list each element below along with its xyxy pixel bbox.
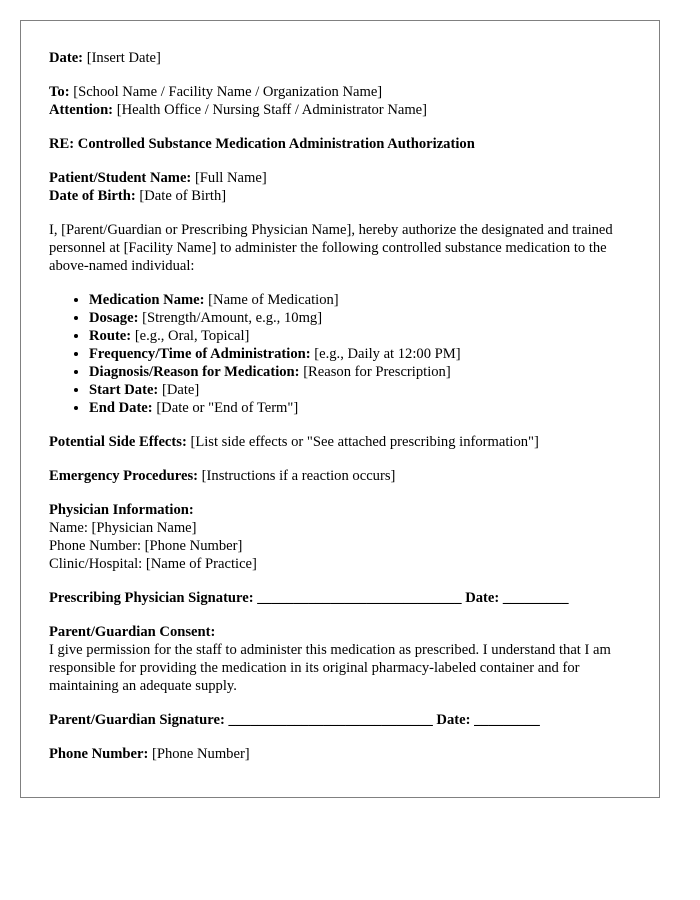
list-item: [89, 381, 649, 399]
side-effects-value: [List side effects or "See attached prescribing information"]: [190, 434, 539, 450]
start-date-value: [Date]: [161, 382, 200, 398]
medication-name-value: [Name of Medication]: [208, 292, 339, 308]
subject-text: RE: Controlled Substance Medication Administration Authorization: [49, 136, 475, 152]
letter-body: [49, 49, 649, 779]
physician-name-line: Name: [Physician Name]: [49, 520, 197, 536]
patient-block: [49, 169, 649, 205]
list-item: [89, 363, 649, 381]
to-label: To:: [49, 84, 70, 100]
consent-block: [49, 623, 649, 695]
list-item: [89, 291, 649, 309]
patient-name-line: [49, 169, 649, 187]
date-line: [49, 49, 649, 67]
physician-phone-line: Phone Number: [Phone Number]: [49, 538, 243, 554]
patient-name-label: Patient/Student Name:: [49, 170, 192, 186]
physician-signature-line: [49, 589, 649, 607]
guardian-signature-line: [49, 711, 649, 729]
authorization-paragraph: I, [Parent/Guardian or Prescribing Physician Name], hereby authorize the designated and trained personnel at [Facility Name] to administer the following controlled substance medication to the above-named individual:: [49, 222, 613, 274]
guardian-signature-label: Parent/Guardian Signature: ____________________________ Date: _________: [49, 712, 540, 728]
route-value: [e.g., Oral, Topical]: [134, 328, 250, 344]
date-value: [Insert Date]: [86, 50, 161, 66]
to-line: [49, 83, 649, 101]
list-item: [89, 309, 649, 327]
frequency-label: Frequency/Time of Administration:: [89, 346, 311, 362]
physician-signature-label: Prescribing Physician Signature: ____________________________ Date: _________: [49, 590, 569, 606]
emergency-value: [Instructions if a reaction occurs]: [201, 468, 396, 484]
frequency-value: [e.g., Daily at 12:00 PM]: [314, 346, 461, 362]
side-effects-label: Potential Side Effects:: [49, 434, 187, 450]
date-label: Date:: [49, 50, 84, 66]
physician-clinic-line: Clinic/Hospital: [Name of Practice]: [49, 556, 257, 572]
to-value: [School Name / Facility Name / Organization Name]: [73, 84, 383, 100]
end-date-value: [Date or "End of Term"]: [156, 400, 299, 416]
list-item: [89, 327, 649, 345]
medication-list: [49, 291, 649, 417]
dosage-value: [Strength/Amount, e.g., 10mg]: [142, 310, 323, 326]
phone-value: [Phone Number]: [151, 746, 250, 762]
dob-value: [Date of Birth]: [139, 188, 227, 204]
consent-heading: Parent/Guardian Consent:: [49, 624, 216, 640]
emergency-line: [49, 467, 649, 485]
end-date-label: End Date:: [89, 400, 153, 416]
diagnosis-value: [Reason for Prescription]: [303, 364, 451, 380]
dob-line: [49, 187, 649, 205]
attention-value: [Health Office / Nursing Staff / Administrator Name]: [116, 102, 428, 118]
dob-label: Date of Birth:: [49, 188, 136, 204]
phone-line: [49, 745, 649, 763]
route-label: Route:: [89, 328, 132, 344]
dosage-label: Dosage:: [89, 310, 139, 326]
consent-text: I give permission for the staff to administer this medication as prescribed. I understand that I am responsible for providing the medication in its original pharmacy-labeled container and for maintaining an adequate supply.: [49, 642, 611, 694]
emergency-label: Emergency Procedures:: [49, 468, 199, 484]
phone-label: Phone Number:: [49, 746, 149, 762]
side-effects-line: [49, 433, 649, 451]
attention-line: [49, 101, 649, 119]
physician-info-heading: Physician Information:: [49, 502, 194, 518]
physician-info-block: [49, 501, 649, 573]
subject-line: [49, 135, 649, 153]
recipient-block: [49, 83, 649, 119]
list-item: [89, 345, 649, 363]
medication-name-label: Medication Name:: [89, 292, 205, 308]
attention-label: Attention:: [49, 102, 114, 118]
patient-name-value: [Full Name]: [194, 170, 267, 186]
list-item: [89, 399, 649, 417]
start-date-label: Start Date:: [89, 382, 159, 398]
diagnosis-label: Diagnosis/Reason for Medication:: [89, 364, 300, 380]
